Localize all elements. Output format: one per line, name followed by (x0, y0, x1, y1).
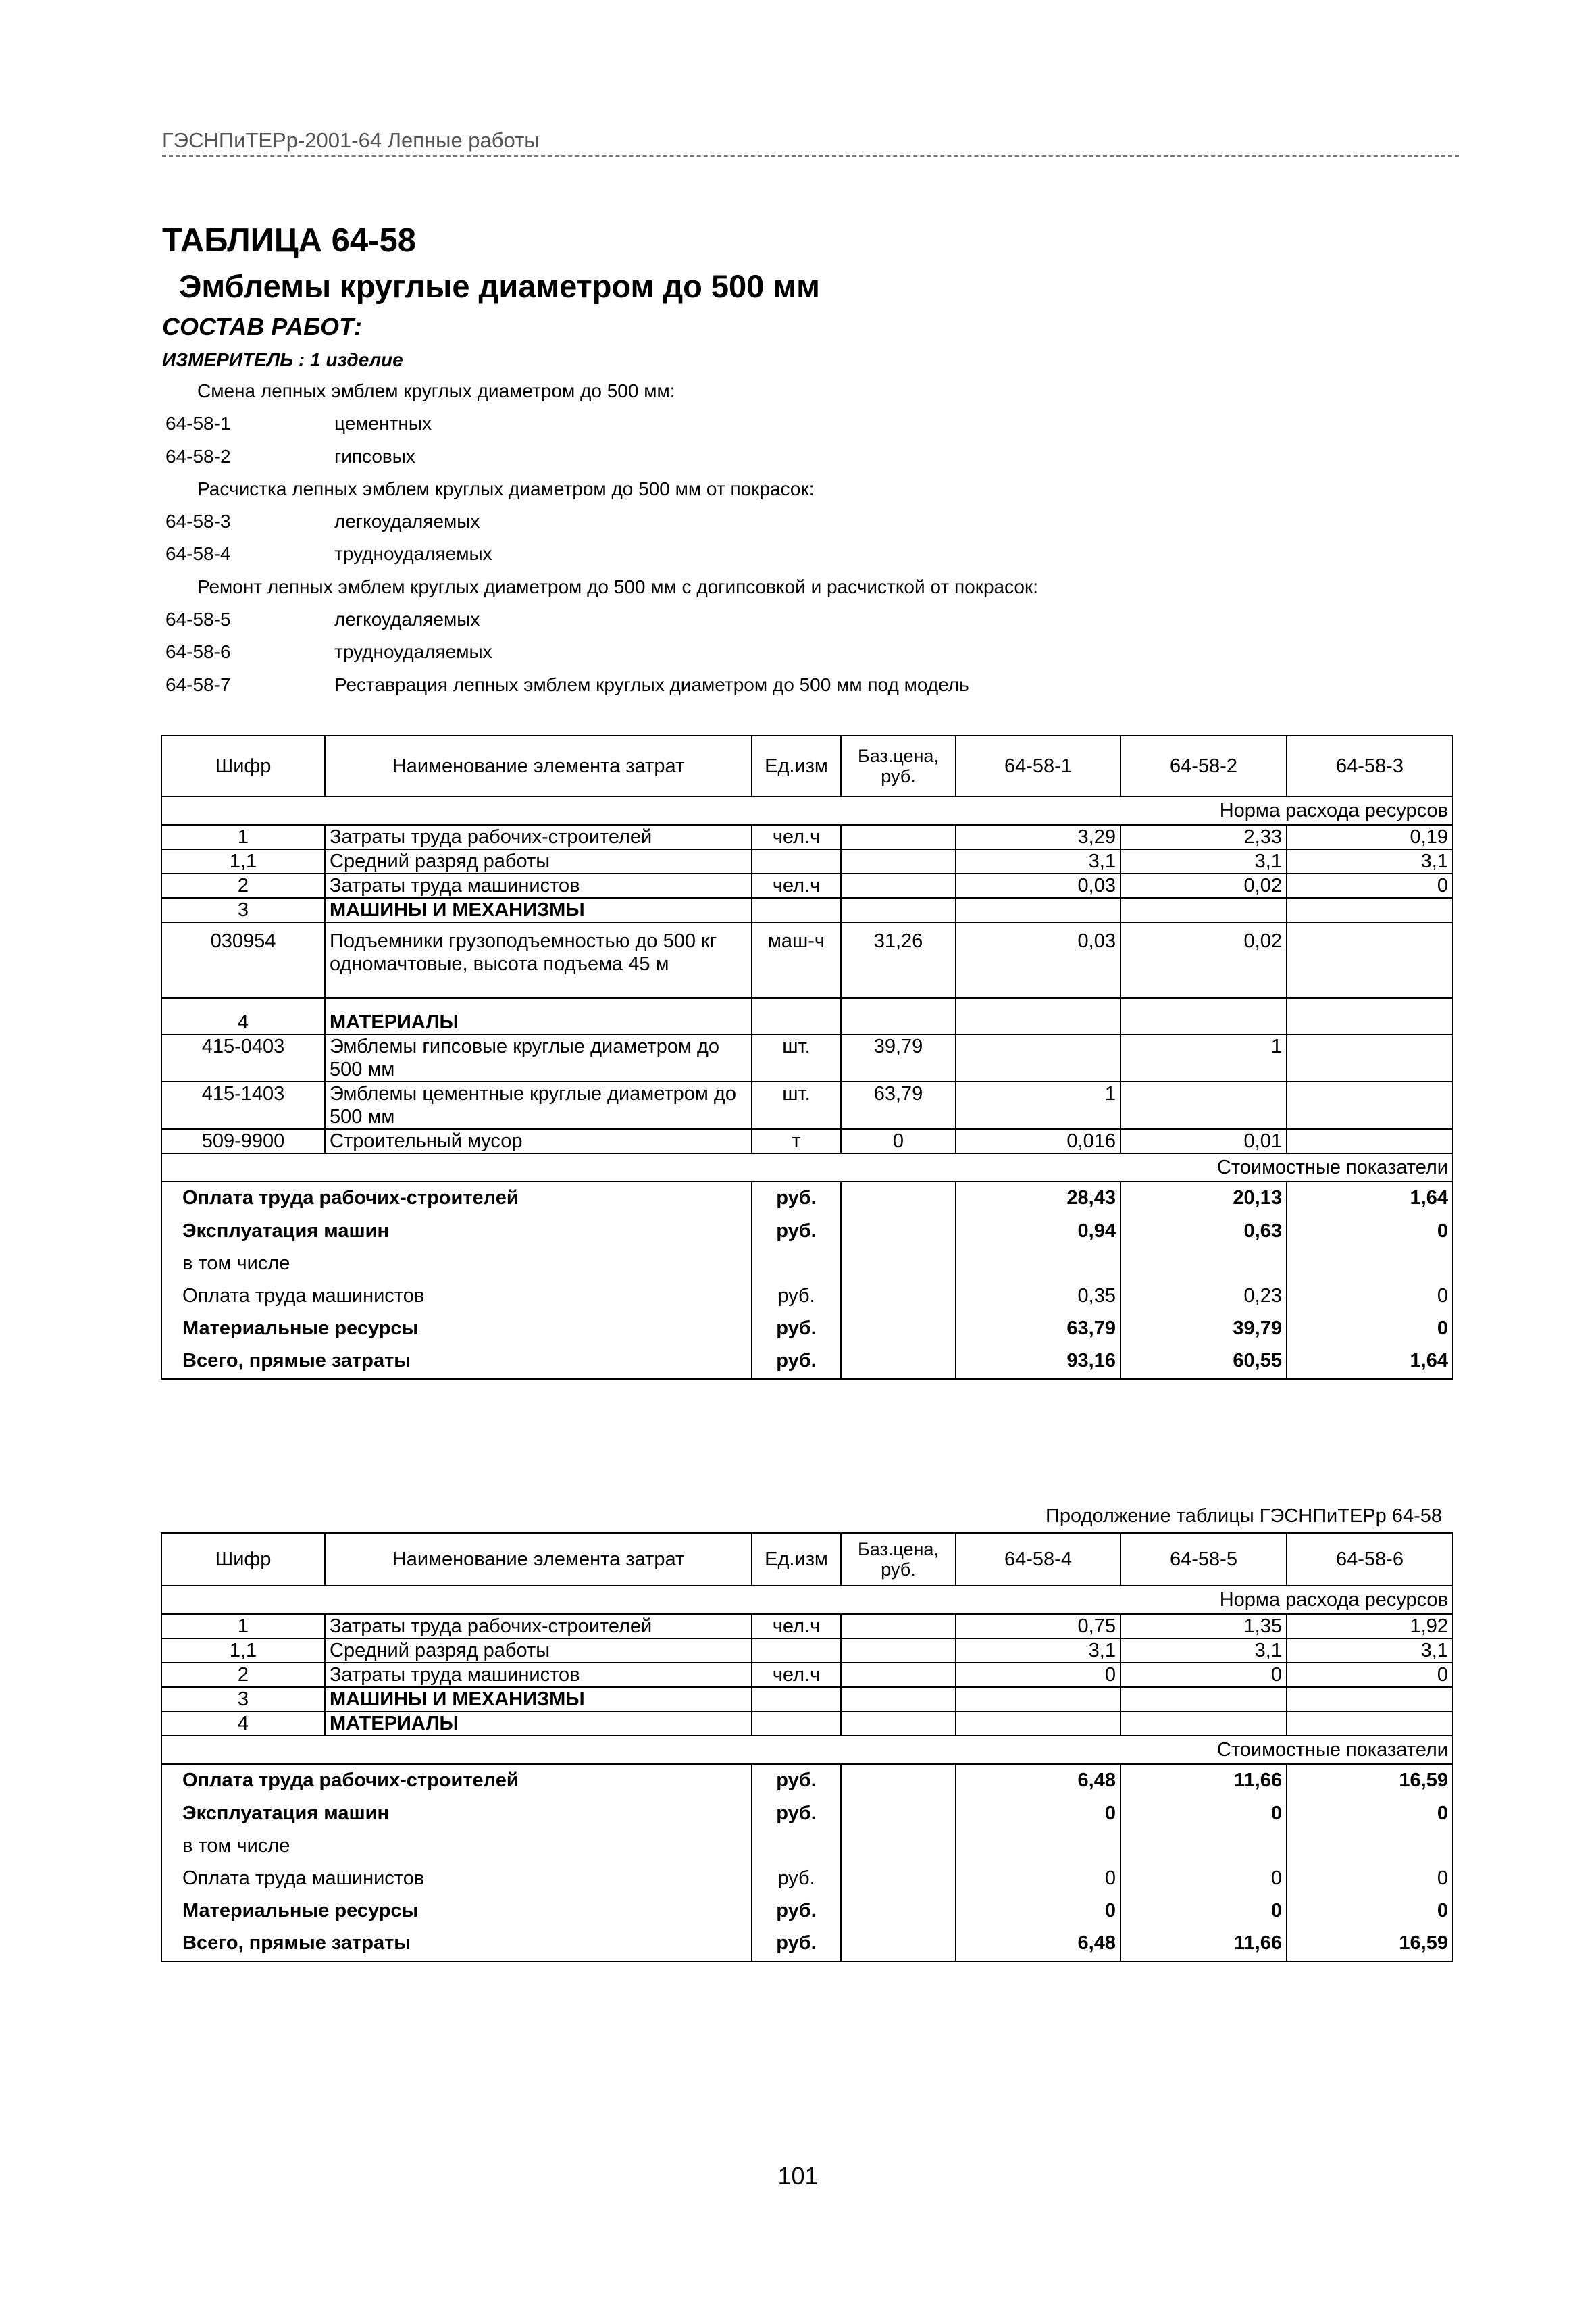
totals-name: Всего, прямые затраты (161, 1345, 752, 1379)
cell-code: 415-0403 (161, 1034, 325, 1082)
unit-line: ИЗМЕРИТЕЛЬ : 1 изделие (162, 349, 403, 370)
cell-price (841, 849, 956, 874)
works-item-code: 64-58-4 (165, 543, 231, 564)
cell-unit (752, 998, 841, 1034)
norm-section-label: Норма расхода ресурсов (161, 797, 1453, 825)
totals-price (841, 1764, 956, 1798)
totals-value: 93,16 (956, 1345, 1121, 1379)
cell-value: 0 (1121, 1663, 1287, 1687)
section-bar (161, 1153, 1453, 1182)
page-number: 101 (777, 2162, 819, 2190)
cell-name: МАШИНЫ И МЕХАНИЗМЫ (325, 898, 752, 922)
table-row (161, 998, 1453, 1034)
cell-price (841, 1663, 956, 1687)
cell-price: 63,79 (841, 1082, 956, 1129)
cell-code: 1,1 (161, 849, 325, 874)
works-item-text: цементных (334, 413, 432, 434)
col-header-norm: 64-58-2 (1121, 736, 1287, 797)
table-row (161, 1082, 1453, 1129)
totals-unit: руб. (752, 1764, 841, 1798)
totals-value: 0 (1287, 1215, 1453, 1248)
table-row (161, 1711, 1453, 1736)
cell-value: 0 (956, 1663, 1121, 1687)
cell-price (841, 1687, 956, 1711)
totals-name: Оплата труда машинистов (161, 1863, 752, 1895)
norm-table-main (161, 735, 1453, 1380)
cell-name: МАТЕРИАЛЫ (325, 998, 752, 1034)
table-title: Эмблемы круглые диаметром до 500 мм (179, 268, 820, 304)
totals-value (1287, 1830, 1453, 1863)
cell-value: 3,1 (956, 1638, 1121, 1663)
totals-price (841, 1895, 956, 1928)
col-header-name: Наименование элемента затрат (325, 1533, 752, 1586)
works-item-code: 64-58-3 (165, 511, 231, 532)
works-item-text: легкоудаляемых (334, 511, 480, 532)
cell-value (956, 1687, 1121, 1711)
cell-code: 1,1 (161, 1638, 325, 1663)
cell-value (1121, 1687, 1287, 1711)
totals-value: 1,64 (1287, 1182, 1453, 1215)
totals-name: Всего, прямые затраты (161, 1928, 752, 1961)
cell-unit (752, 1687, 841, 1711)
totals-name: Эксплуатация машин (161, 1798, 752, 1830)
cell-value (1287, 1687, 1453, 1711)
col-header-shifr: Шифр (161, 736, 325, 797)
totals-unit: руб. (752, 1345, 841, 1379)
cell-name: Затраты труда машинистов (325, 874, 752, 898)
cell-price (841, 874, 956, 898)
works-item-text: трудноудаляемых (334, 641, 492, 662)
cost-section-label: Стоимостные показатели (161, 1153, 1453, 1182)
totals-value: 16,59 (1287, 1928, 1453, 1961)
cell-value (1287, 898, 1453, 922)
totals-row (161, 1830, 1453, 1863)
cell-value: 0,016 (956, 1129, 1121, 1153)
totals-name: Оплата труда машинистов (161, 1280, 752, 1313)
cell-price: 0 (841, 1129, 956, 1153)
totals-value (1121, 1248, 1287, 1280)
cell-value: 0,01 (1121, 1129, 1287, 1153)
totals-name: Эксплуатация машин (161, 1215, 752, 1248)
totals-price (841, 1345, 956, 1379)
cell-unit (752, 849, 841, 874)
totals-value: 0,94 (956, 1215, 1121, 1248)
totals-value: 0 (1287, 1313, 1453, 1345)
cell-value: 3,1 (1287, 1638, 1453, 1663)
cell-price: 39,79 (841, 1034, 956, 1082)
totals-value (1121, 1830, 1287, 1863)
totals-price (841, 1863, 956, 1895)
cell-value: 3,29 (956, 825, 1121, 849)
works-item-text: Реставрация лепных эмблем круглых диаметром до 500 мм под модель (334, 674, 969, 695)
totals-value (956, 1248, 1121, 1280)
totals-unit (752, 1830, 841, 1863)
totals-value: 39,79 (1121, 1313, 1287, 1345)
cell-value (1287, 1711, 1453, 1736)
norm-section-label: Норма расхода ресурсов (161, 1586, 1453, 1614)
table-row (161, 922, 1453, 998)
totals-value: 0 (1121, 1798, 1287, 1830)
cell-code: 4 (161, 998, 325, 1034)
totals-row (161, 1215, 1453, 1248)
totals-value: 63,79 (956, 1313, 1121, 1345)
totals-value: 0 (1287, 1280, 1453, 1313)
totals-row (161, 1248, 1453, 1280)
totals-unit: руб. (752, 1895, 841, 1928)
cell-value: 0,03 (956, 874, 1121, 898)
table-row (161, 1638, 1453, 1663)
cell-price (841, 825, 956, 849)
totals-value: 0 (1287, 1895, 1453, 1928)
works-item-code: 64-58-1 (165, 413, 231, 434)
cell-unit: шт. (752, 1082, 841, 1129)
cell-name: Эмблемы гипсовые круглые диаметром до 500 мм (325, 1034, 752, 1082)
totals-row (161, 1313, 1453, 1345)
totals-value: 11,66 (1121, 1764, 1287, 1798)
cell-value: 0 (1287, 874, 1453, 898)
cell-value (1121, 1082, 1287, 1129)
table-row (161, 849, 1453, 874)
totals-value: 0,23 (1121, 1280, 1287, 1313)
cell-value (1121, 1711, 1287, 1736)
table-row (161, 825, 1453, 849)
totals-name: в том числе (161, 1248, 752, 1280)
cell-value (1287, 922, 1453, 998)
table-row (161, 1034, 1453, 1082)
totals-price (841, 1280, 956, 1313)
totals-value (1287, 1248, 1453, 1280)
cell-code: 509-9900 (161, 1129, 325, 1153)
totals-row (161, 1863, 1453, 1895)
totals-value: 16,59 (1287, 1764, 1453, 1798)
totals-unit: руб. (752, 1280, 841, 1313)
works-item-text: легкоудаляемых (334, 609, 480, 630)
section-bar (161, 1586, 1453, 1614)
totals-price (841, 1182, 956, 1215)
cell-value (1121, 998, 1287, 1034)
table-row (161, 1687, 1453, 1711)
cell-value: 3,1 (1287, 849, 1453, 874)
table-row (161, 898, 1453, 922)
cell-price (841, 1711, 956, 1736)
cell-name: Строительный мусор (325, 1129, 752, 1153)
totals-row (161, 1928, 1453, 1961)
table-row (161, 874, 1453, 898)
table-row (161, 1663, 1453, 1687)
cell-value (956, 998, 1121, 1034)
totals-row (161, 1182, 1453, 1215)
cell-value (956, 898, 1121, 922)
totals-value: 28,43 (956, 1182, 1121, 1215)
cell-value: 1,35 (1121, 1614, 1287, 1638)
totals-price (841, 1215, 956, 1248)
totals-value: 0 (1287, 1863, 1453, 1895)
totals-unit: руб. (752, 1182, 841, 1215)
works-item-text: гипсовых (334, 446, 415, 467)
cell-value (1287, 998, 1453, 1034)
cell-value: 0,19 (1287, 825, 1453, 849)
totals-price (841, 1928, 956, 1961)
cell-value (1287, 1082, 1453, 1129)
section-bar (161, 1736, 1453, 1764)
col-header-unit: Ед.изм (752, 1533, 841, 1586)
works-group-heading: Смена лепных эмблем круглых диаметром до 500 мм: (197, 380, 675, 401)
totals-row (161, 1764, 1453, 1798)
totals-unit: руб. (752, 1215, 841, 1248)
totals-unit: руб. (752, 1863, 841, 1895)
cell-value: 2,33 (1121, 825, 1287, 849)
cell-code: 2 (161, 874, 325, 898)
col-header-norm: 64-58-5 (1121, 1533, 1287, 1586)
cell-price (841, 1638, 956, 1663)
continuation-caption: Продолжение таблицы ГЭСНПиТЕРр 64-58 (1046, 1505, 1442, 1527)
totals-value: 6,48 (956, 1764, 1121, 1798)
table-row (161, 1614, 1453, 1638)
works-item-code: 64-58-2 (165, 446, 231, 467)
totals-row (161, 1345, 1453, 1379)
cell-code: 3 (161, 898, 325, 922)
cell-name: Средний разряд работы (325, 1638, 752, 1663)
cell-name: Подъемники грузоподъемностью до 500 кг одномачтовые, высота подъема 45 м (325, 922, 752, 998)
cell-value: 3,1 (1121, 1638, 1287, 1663)
totals-price (841, 1830, 956, 1863)
cell-value (956, 1034, 1121, 1082)
totals-row (161, 1280, 1453, 1313)
cell-unit (752, 1638, 841, 1663)
col-header-price: Баз.цена, руб. (841, 1533, 956, 1586)
cell-value: 0 (1287, 1663, 1453, 1687)
cell-price (841, 898, 956, 922)
totals-value: 6,48 (956, 1928, 1121, 1961)
cell-name: МАШИНЫ И МЕХАНИЗМЫ (325, 1687, 752, 1711)
table-row (161, 1129, 1453, 1153)
totals-value: 1,64 (1287, 1345, 1453, 1379)
cell-value: 3,1 (1121, 849, 1287, 874)
col-header-norm: 64-58-4 (956, 1533, 1121, 1586)
cell-unit: чел.ч (752, 825, 841, 849)
cell-value (956, 1711, 1121, 1736)
table-code: ТАБЛИЦА 64-58 (162, 222, 416, 259)
cell-price (841, 998, 956, 1034)
cell-name: Затраты труда рабочих-строителей (325, 825, 752, 849)
totals-value: 0,35 (956, 1280, 1121, 1313)
works-item-code: 64-58-7 (165, 674, 231, 695)
col-header-name: Наименование элемента затрат (325, 736, 752, 797)
totals-name: Оплата труда рабочих-строителей (161, 1182, 752, 1215)
totals-value: 0 (1121, 1863, 1287, 1895)
cell-value: 3,1 (956, 849, 1121, 874)
col-header-norm: 64-58-3 (1287, 736, 1453, 797)
totals-value: 0 (1287, 1798, 1453, 1830)
works-item-code: 64-58-5 (165, 609, 231, 630)
totals-name: Оплата труда рабочих-строителей (161, 1764, 752, 1798)
cell-code: 4 (161, 1711, 325, 1736)
norm-table-continuation (161, 1532, 1453, 1962)
cell-unit: чел.ч (752, 874, 841, 898)
totals-value: 11,66 (1121, 1928, 1287, 1961)
works-title: СОСТАВ РАБОТ: (162, 313, 362, 341)
totals-value: 60,55 (1121, 1345, 1287, 1379)
cell-unit: шт. (752, 1034, 841, 1082)
cell-value: 0,03 (956, 922, 1121, 998)
cell-value: 1 (956, 1082, 1121, 1129)
totals-name: в том числе (161, 1830, 752, 1863)
totals-price (841, 1248, 956, 1280)
cell-value: 0,02 (1121, 874, 1287, 898)
totals-value: 0 (956, 1895, 1121, 1928)
cell-price (841, 1614, 956, 1638)
totals-unit: руб. (752, 1313, 841, 1345)
works-item-code: 64-58-6 (165, 641, 231, 662)
totals-row (161, 1895, 1453, 1928)
totals-price (841, 1313, 956, 1345)
totals-name: Материальные ресурсы (161, 1313, 752, 1345)
cell-unit: чел.ч (752, 1614, 841, 1638)
cell-name: Затраты труда рабочих-строителей (325, 1614, 752, 1638)
totals-value: 20,13 (1121, 1182, 1287, 1215)
cell-code: 2 (161, 1663, 325, 1687)
col-header-unit: Ед.изм (752, 736, 841, 797)
table-header-row (161, 736, 1453, 797)
cell-value (1287, 1034, 1453, 1082)
cell-value (1121, 898, 1287, 922)
totals-unit: руб. (752, 1928, 841, 1961)
cell-value: 1 (1121, 1034, 1287, 1082)
cell-unit: маш-ч (752, 922, 841, 998)
col-header-norm: 64-58-6 (1287, 1533, 1453, 1586)
works-group-heading: Ремонт лепных эмблем круглых диаметром до 500 мм с догипсовкой и расчисткой от покрасок: (197, 576, 1039, 597)
cell-value: 1,92 (1287, 1614, 1453, 1638)
totals-value: 0 (1121, 1895, 1287, 1928)
totals-value: 0 (956, 1798, 1121, 1830)
works-item-text: трудноудаляемых (334, 543, 492, 564)
section-bar (161, 797, 1453, 825)
cell-code: 030954 (161, 922, 325, 998)
cell-name: Затраты труда машинистов (325, 1663, 752, 1687)
cell-unit (752, 898, 841, 922)
totals-value: 0,63 (1121, 1215, 1287, 1248)
cell-code: 1 (161, 1614, 325, 1638)
cell-value: 0,02 (1121, 922, 1287, 998)
cell-unit (752, 1711, 841, 1736)
totals-price (841, 1798, 956, 1830)
totals-unit: руб. (752, 1798, 841, 1830)
cell-name: МАТЕРИАЛЫ (325, 1711, 752, 1736)
cost-section-label: Стоимостные показатели (161, 1736, 1453, 1764)
running-header: ГЭСНПиТЕРр-2001-64 Лепные работы (162, 128, 1459, 157)
cell-unit: чел.ч (752, 1663, 841, 1687)
col-header-price: Баз.цена, руб. (841, 736, 956, 797)
cell-value (1287, 1129, 1453, 1153)
table-header-row (161, 1533, 1453, 1586)
cell-value: 0,75 (956, 1614, 1121, 1638)
col-header-norm: 64-58-1 (956, 736, 1121, 797)
works-group-heading: Расчистка лепных эмблем круглых диаметром до 500 мм от покрасок: (197, 478, 815, 499)
totals-row (161, 1798, 1453, 1830)
totals-value (956, 1830, 1121, 1863)
cell-unit: т (752, 1129, 841, 1153)
cell-code: 1 (161, 825, 325, 849)
totals-value: 0 (956, 1863, 1121, 1895)
col-header-shifr: Шифр (161, 1533, 325, 1586)
cell-name: Эмблемы цементные круглые диаметром до 500 мм (325, 1082, 752, 1129)
cell-code: 415-1403 (161, 1082, 325, 1129)
cell-name: Средний разряд работы (325, 849, 752, 874)
cell-price: 31,26 (841, 922, 956, 998)
cell-code: 3 (161, 1687, 325, 1711)
totals-name: Материальные ресурсы (161, 1895, 752, 1928)
totals-unit (752, 1248, 841, 1280)
